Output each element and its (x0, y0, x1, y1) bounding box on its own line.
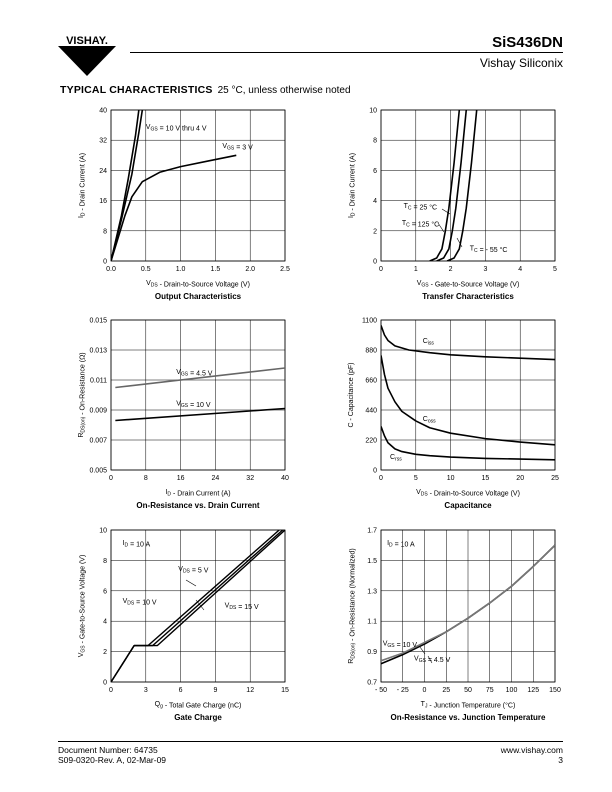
chart-gate-charge (78, 528, 289, 723)
annotation-c-rss: $C_{rss}$ (390, 454, 402, 463)
y-tick-label: 6 (103, 588, 107, 596)
x-tick-label: 16 (176, 475, 185, 482)
plot-frame (111, 110, 285, 261)
annotation-v-ds-5-v: $V_{DS} = 5$ V (178, 566, 209, 575)
x-tick-label: 50 (464, 687, 472, 694)
x-tick-label: 3 (483, 266, 488, 273)
chart-title: Capacitance (444, 501, 492, 510)
page-number: 3 (558, 755, 563, 765)
plot-frame (111, 320, 285, 470)
y-tick-label: 0 (373, 258, 377, 266)
annotation-v-gs-10-v-thru-4-v: $V_{GS} = 10$ V thru 4 V (145, 123, 207, 133)
annotation-v-gs-10-v: $V_{GS} = 10$ V (382, 640, 418, 650)
annotation-t-c-125-c: $T_C = 125$ °C (401, 219, 440, 229)
x-tick-label: 0 (109, 687, 113, 694)
x-tick-label: 2.0 (245, 266, 256, 273)
annotation-i-d-10-a: $I_D = 10$ A (122, 540, 151, 549)
y-tick-label: 0.011 (90, 377, 107, 385)
x-tick-label: 100 (505, 687, 518, 694)
x-tick-label: 0.0 (106, 266, 116, 273)
x-tick-label: 40 (281, 475, 289, 482)
section-conditions: 25 °C, unless otherwise noted (217, 85, 351, 96)
x-tick-label: 4 (518, 266, 523, 273)
y-tick-label: 8 (373, 137, 377, 145)
plot-frame (381, 320, 555, 470)
annotation-i-d-10-a: $I_D = 10$ A (387, 540, 415, 549)
vishay-logo-text: VISHAY. (66, 35, 108, 47)
x-tick-label: 8 (143, 475, 148, 482)
x-tick-label: 1 (413, 266, 418, 273)
part-number: SiS436DN (492, 34, 563, 51)
annotation-c-oss: $C_{oss}$ (422, 415, 436, 425)
x-tick-label: 24 (211, 475, 220, 482)
annotation-v-ds-15-v: $V_{DS} = 15$ V (224, 602, 259, 612)
chart-capacitance (348, 318, 559, 511)
y-tick-label: 8 (103, 228, 107, 236)
y-tick-label: 8 (103, 557, 107, 565)
y-tick-label: 0 (373, 467, 377, 475)
y-tick-label: 0.9 (367, 649, 377, 657)
x-tick-label: 1.5 (210, 266, 221, 273)
x-tick-label: 0 (379, 266, 383, 273)
x-axis-label: $V_{DS}$ - Drain-to-Source Voltage (V) (416, 489, 520, 498)
annotation-c-iss: $C_{iss}$ (422, 338, 434, 347)
y-axis-label: $R_{DS(on)}$ - On-Resistance (Normalized) (348, 548, 357, 664)
annotation-t-c-55-c: $T_C$ = - 55 °C (469, 245, 508, 254)
callout-line (186, 580, 196, 586)
series-line-v-gs-10-v-thru-4-v (111, 110, 139, 261)
y-tick-label: 880 (365, 347, 377, 355)
y-axis-label: $R_{DS(on)}$ - On-Resistance (Ω) (78, 352, 87, 438)
x-tick-label: 9 (213, 687, 218, 694)
y-tick-label: 1.5 (367, 557, 377, 565)
x-tick-label: 12 (246, 687, 255, 694)
x-tick-label: 15 (481, 475, 490, 482)
x-axis-label: $I_D$ - Drain Current (A) (165, 489, 231, 498)
x-axis-label: $V_{GS}$ - Gate-to-Source Voltage (V) (416, 280, 520, 289)
x-tick-label: - 50 (374, 687, 388, 694)
document-number: Document Number: 64735 (58, 745, 158, 755)
chart-onres-temp (348, 528, 561, 723)
y-tick-label: 660 (365, 377, 377, 385)
x-tick-label: 3 (143, 687, 148, 694)
y-tick-label: 2 (373, 228, 377, 236)
annotation-t-c-25-c: $T_C = 25$ °C (403, 203, 438, 212)
chart-title: Output Characteristics (154, 292, 242, 301)
x-axis-label: $Q_g$ - Total Gate Charge (nC) (154, 701, 242, 710)
annotation-v-ds-10-v: $V_{DS} = 10$ V (122, 597, 157, 607)
y-tick-label: 1100 (361, 317, 377, 325)
chart-onres-current (78, 318, 289, 511)
y-tick-label: 4 (373, 198, 377, 206)
y-tick-label: 0 (103, 258, 107, 266)
x-tick-label: 25 (551, 475, 559, 482)
annotation-v-gs-4-5-v: $V_{GS} = 4.5$ V (176, 369, 213, 378)
x-tick-label: 25 (442, 687, 451, 694)
x-tick-label: 6 (178, 687, 183, 694)
x-tick-label: 5 (413, 475, 418, 482)
y-tick-label: 0.009 (89, 407, 107, 415)
y-tick-label: 6 (373, 167, 377, 175)
x-axis-label: $T_J$ - Junction Temperature (°C) (420, 701, 516, 710)
chart-transfer (348, 108, 557, 302)
series-line-c-oss (381, 355, 555, 444)
chart-title: Transfer Characteristics (422, 292, 514, 301)
y-tick-label: 1.1 (367, 618, 377, 626)
annotation-v-gs-10-v: $V_{GS} = 10$ V (176, 400, 211, 409)
y-tick-label: 2 (103, 649, 107, 657)
x-tick-label: - 25 (396, 687, 409, 694)
x-tick-label: 15 (281, 687, 289, 694)
y-tick-label: 10 (99, 527, 107, 535)
y-tick-label: 10 (369, 107, 377, 115)
annotation-v-gs-4-5-v: $V_{GS} = 4.5$ V (414, 655, 451, 665)
chart-title: On-Resistance vs. Junction Temperature (390, 713, 546, 722)
y-axis-label: $V_{GS}$ - Gate-to-Source Voltage (V) (78, 554, 87, 658)
y-tick-label: 0.005 (89, 467, 107, 475)
website-link[interactable]: www.vishay.com (500, 745, 563, 755)
x-tick-label: 125 (527, 687, 540, 694)
chart-output (78, 108, 290, 302)
x-tick-label: 5 (553, 266, 557, 273)
x-tick-label: 0 (109, 475, 113, 482)
chart-title: On-Resistance vs. Drain Current (136, 501, 260, 510)
y-tick-label: 0.013 (89, 347, 107, 355)
y-tick-label: 40 (99, 107, 107, 115)
annotation-v-gs-3-v: $V_{GS} = 3$ V (222, 142, 253, 152)
series-line-v-gs-10-v (115, 409, 285, 421)
plot-frame (381, 110, 555, 261)
y-tick-label: 0 (103, 679, 107, 687)
y-tick-label: 0.007 (89, 437, 107, 445)
x-axis-label: $V_{DS}$ - Drain-to-Source Voltage (V) (146, 280, 250, 289)
x-tick-label: 0 (422, 687, 427, 694)
y-tick-label: 16 (99, 198, 107, 206)
y-tick-label: 24 (99, 167, 107, 175)
y-tick-label: 440 (365, 407, 377, 415)
y-axis-label: $I_D$ - Drain Current (A) (348, 152, 357, 219)
y-tick-label: 0.015 (89, 317, 107, 325)
y-tick-label: 32 (99, 137, 107, 145)
x-tick-label: 0.5 (140, 266, 151, 273)
company-name: Vishay Siliconix (479, 56, 563, 70)
x-tick-label: 0 (379, 475, 383, 482)
x-tick-label: 10 (446, 475, 455, 482)
x-tick-label: 20 (516, 475, 525, 482)
y-axis-label: C - Capacitance (pF) (348, 362, 355, 428)
series-line-c-iss (381, 325, 555, 359)
revision-info: S09-0320-Rev. A, 02-Mar-09 (58, 755, 167, 765)
x-tick-label: 75 (485, 687, 494, 694)
y-tick-label: 1.7 (367, 527, 377, 535)
y-tick-label: 0.7 (367, 679, 377, 687)
x-tick-label: 2 (448, 266, 453, 273)
section-title: TYPICAL CHARACTERISTICS (60, 84, 213, 96)
series-line-t-c-125-c (430, 110, 460, 261)
y-tick-label: 1.3 (367, 588, 377, 596)
x-tick-label: 32 (246, 475, 255, 482)
y-tick-label: 220 (365, 437, 377, 445)
y-tick-label: 4 (103, 618, 107, 626)
x-tick-label: 2.5 (280, 266, 290, 273)
x-tick-label: 150 (549, 687, 561, 694)
y-axis-label: $I_D$ - Drain Current (A) (78, 152, 87, 219)
chart-title: Gate Charge (174, 713, 222, 722)
footer-rule (58, 741, 563, 742)
x-tick-label: 1.0 (175, 266, 186, 273)
